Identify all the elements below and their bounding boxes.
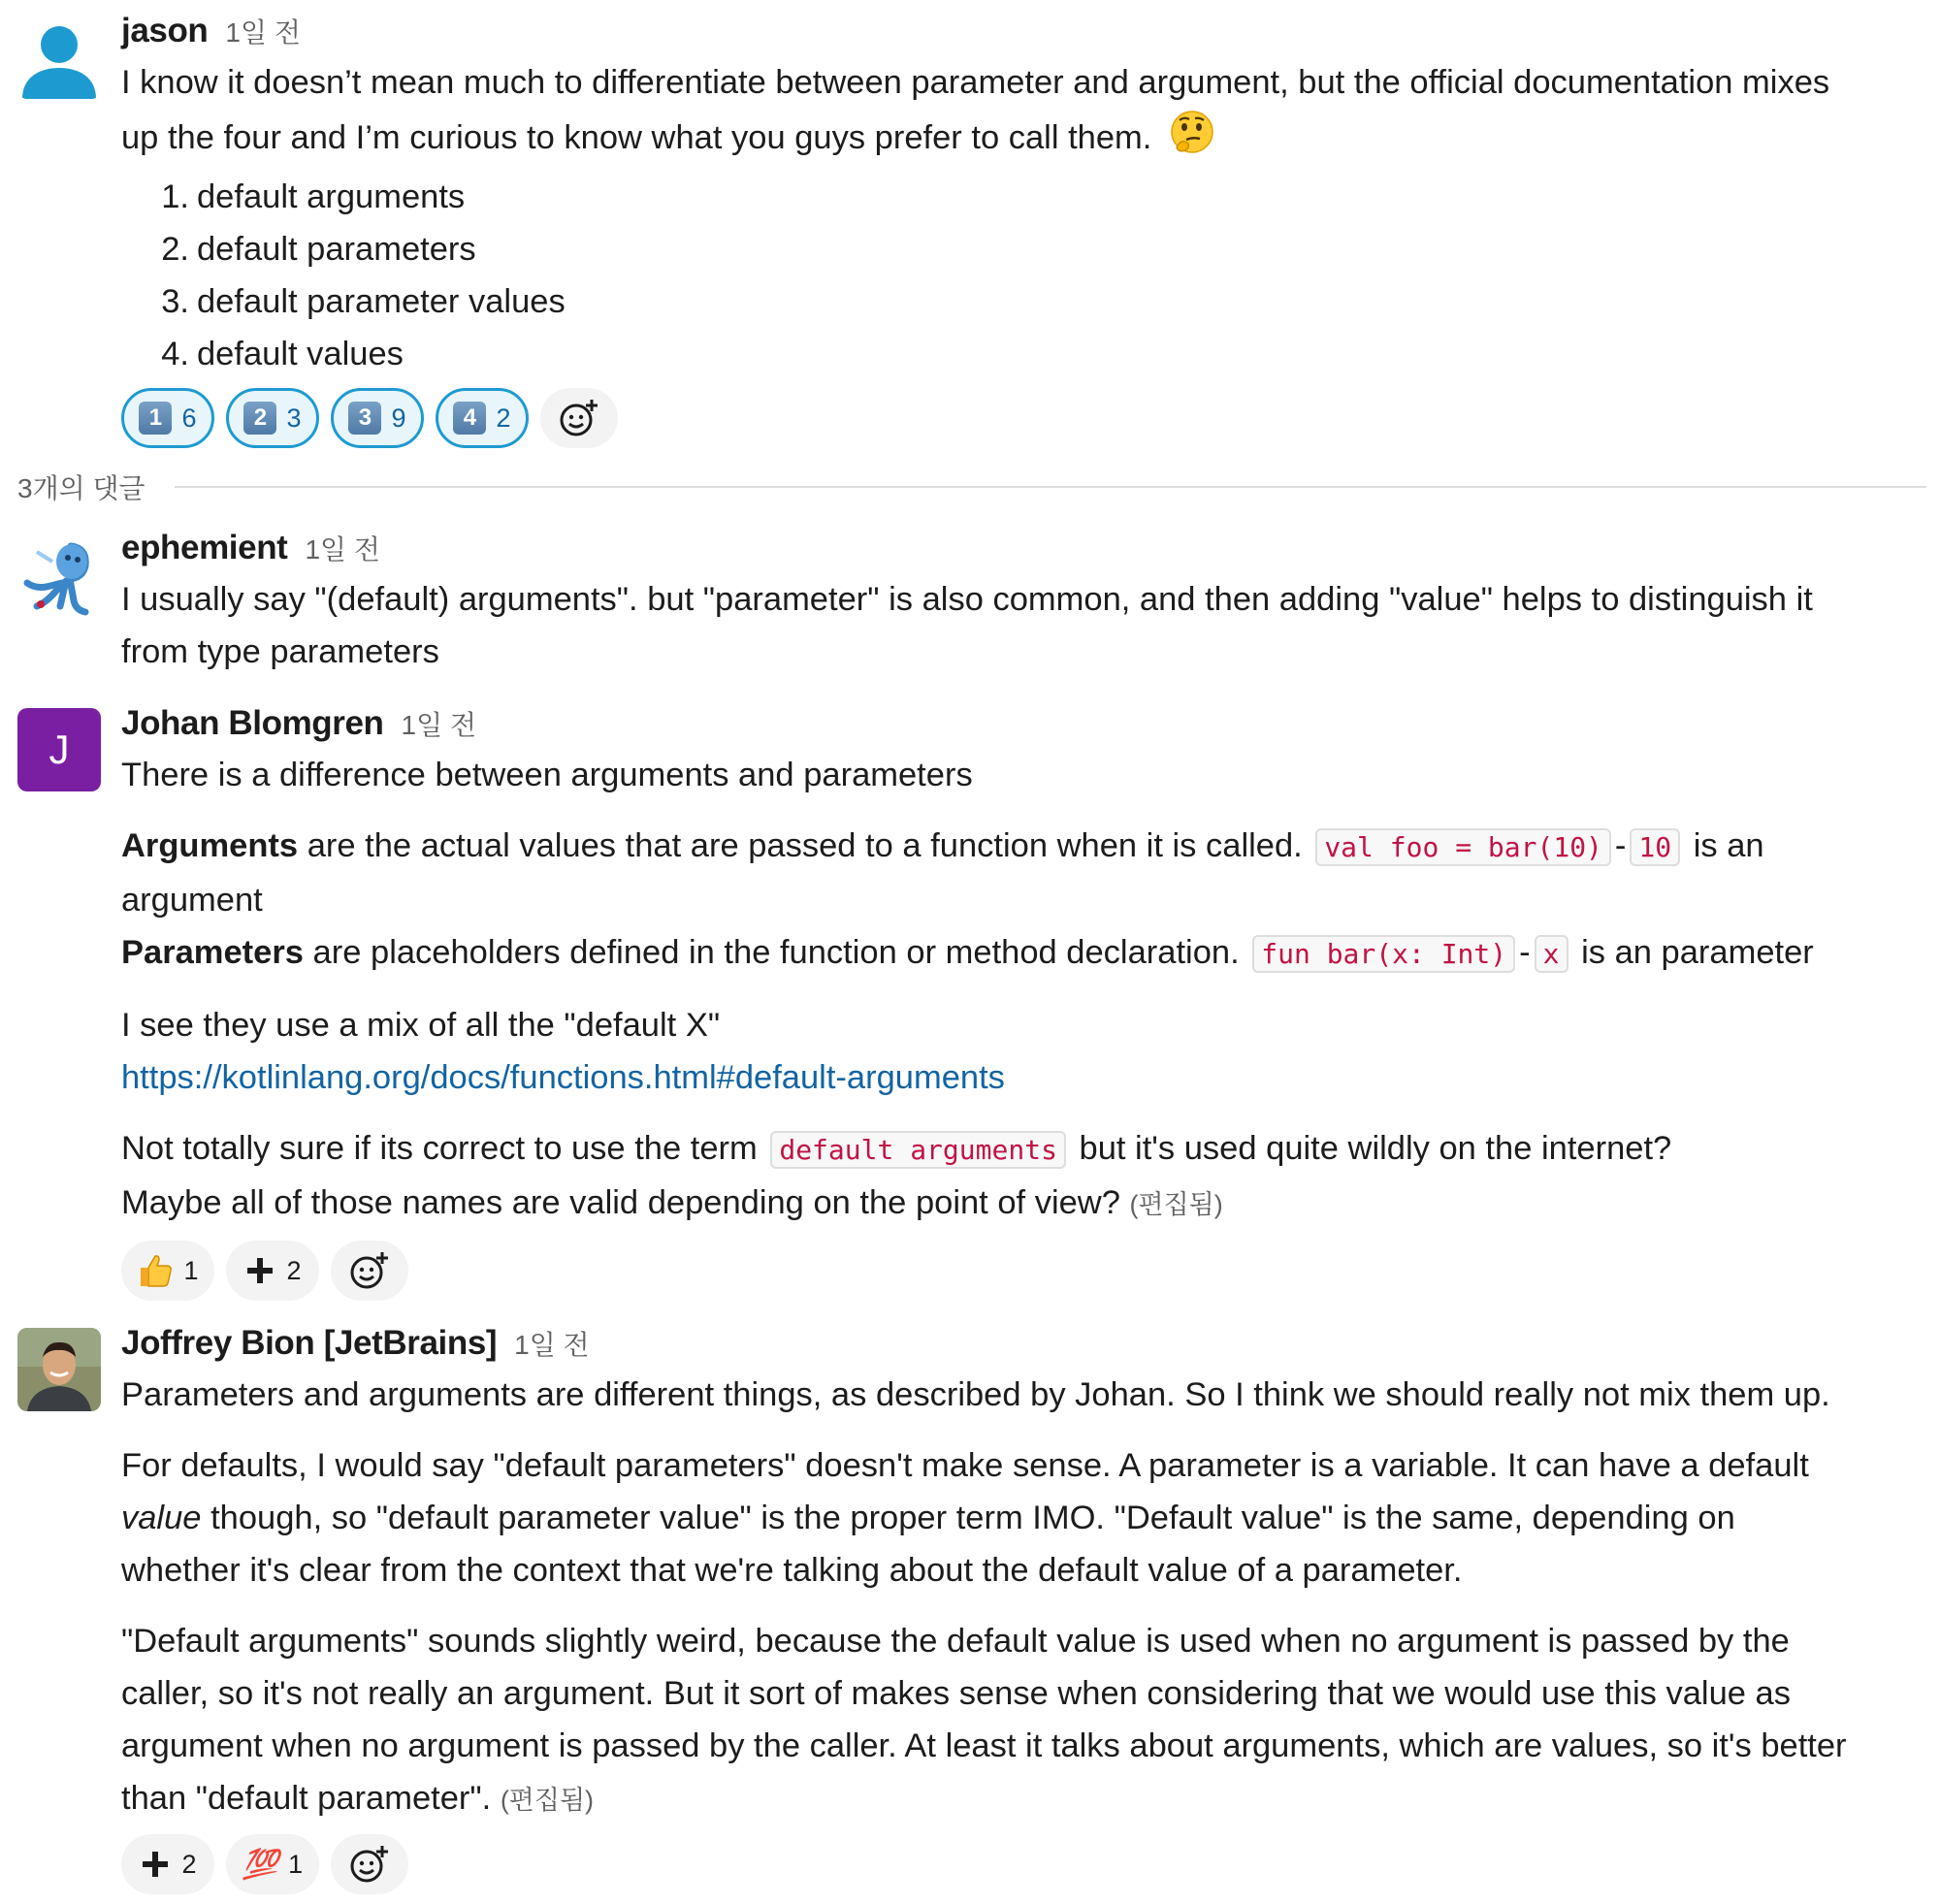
inline-code: 10 xyxy=(1630,828,1680,866)
inline-code: default arguments xyxy=(770,1131,1066,1169)
author-name[interactable]: Joffrey Bion [JetBrains] xyxy=(121,1324,498,1362)
keycap-one-icon: 1 xyxy=(139,402,172,435)
reaction-keycap-4[interactable] xyxy=(436,388,529,448)
edited-label: (편집됨) xyxy=(500,1786,595,1815)
add-reaction-button[interactable] xyxy=(331,1834,408,1894)
timestamp[interactable]: 1일 전 xyxy=(401,710,476,740)
message-text: than "default parameter". (편집됨) xyxy=(121,1780,595,1817)
message-text: Not totally sure if its correct to use the term default arguments but it's used quite wildly on the internet? xyxy=(121,1130,1672,1167)
message-text: argument when no argument is passed by the caller. At least it talks about arguments, which are values, so it's better xyxy=(121,1727,1847,1764)
reaction-count: 3 xyxy=(286,403,302,433)
avatar-letter: J xyxy=(48,726,70,772)
reaction-count: 1 xyxy=(183,1255,199,1285)
edited-label: (편집됨) xyxy=(1129,1190,1223,1219)
reaction-hundred-points[interactable] xyxy=(226,1834,319,1894)
message-text: argument xyxy=(121,882,263,919)
message-text: I know it doesn’t mean much to differentiate between parameter and argument, but the official documentation mixes xyxy=(121,64,1830,101)
reactions-bar xyxy=(121,1237,1932,1305)
list-item: 2. default parameters xyxy=(161,231,476,268)
list-item: 4. default values xyxy=(161,336,404,372)
add-emoji-icon xyxy=(348,1249,391,1292)
message-text: There is a difference between arguments and parameters xyxy=(121,757,973,793)
profile-photo-icon xyxy=(17,1328,101,1411)
heavy-plus-icon xyxy=(139,1848,172,1881)
reaction-count: 2 xyxy=(181,1849,197,1879)
reaction-thumbs-up[interactable] xyxy=(121,1241,214,1301)
add-reaction-button[interactable] xyxy=(331,1241,408,1301)
author-name[interactable]: jason xyxy=(121,12,209,49)
message-text: whether it's clear from the context that we're talking about the default value of a parameter. xyxy=(121,1552,1463,1589)
timestamp[interactable]: 1일 전 xyxy=(305,534,380,565)
thread-reply-count xyxy=(17,466,1926,508)
avatar-default-user[interactable] xyxy=(17,16,101,99)
reaction-heavy-plus[interactable] xyxy=(226,1241,319,1301)
message-text: up the four and I’m curious to know what you guys prefer to call them. xyxy=(121,119,1152,157)
thinking-face-icon xyxy=(1169,109,1215,171)
list-item: 3. default parameter values xyxy=(161,283,566,320)
message-text: caller, so it's not really an argument. But it sort of makes sense when considering that we would use this value as xyxy=(121,1675,1791,1712)
parameters-definition: Parameters are placeholders defined in the function or method declaration. fun bar(x: Int) - x is an parameter xyxy=(121,934,1814,971)
add-emoji-icon xyxy=(558,397,600,439)
divider xyxy=(175,486,1926,488)
keycap-two-icon: 2 xyxy=(243,402,276,435)
user-silhouette-icon xyxy=(17,16,101,99)
reaction-count: 2 xyxy=(286,1255,302,1285)
thumbs-up-icon xyxy=(137,1252,174,1289)
message-text: "Default arguments" sounds slightly weird, because the default value is used when no argument is passed by the xyxy=(121,1623,1790,1660)
message-text: I usually say "(default) arguments". but "parameter" is also common, and then adding "value" helps to distinguish it xyxy=(121,581,1813,618)
message-text: For defaults, I would say "default parameters" doesn't make sense. A parameter is a variable. It can have a default xyxy=(121,1447,1809,1484)
reaction-heavy-plus[interactable] xyxy=(121,1834,214,1894)
message-text: Parameters and arguments are different things, as described by Johan. So I think we should really not mix them up. xyxy=(121,1376,1830,1413)
hundred-points-icon: 💯 xyxy=(242,1848,279,1881)
reactions-bar xyxy=(121,384,1932,452)
avatar-joffrey[interactable] xyxy=(17,1328,101,1411)
keycap-three-icon: 3 xyxy=(348,402,381,435)
message-text: value though, so "default parameter value" is the proper term IMO. "Default value" is the same, depending on xyxy=(121,1500,1735,1536)
avatar-johan[interactable] xyxy=(17,708,101,791)
timestamp[interactable]: 1일 전 xyxy=(514,1330,590,1360)
ordered-list xyxy=(131,171,1932,380)
inline-code: val foo = bar(10) xyxy=(1315,828,1611,866)
arguments-definition: Arguments are the actual values that are passed to a function when it is called. val foo = bar(10) - 10 is an xyxy=(121,827,1764,864)
inline-code: x xyxy=(1535,935,1568,973)
add-reaction-button[interactable] xyxy=(540,388,618,448)
message-text: Maybe all of those names are valid depending on the point of view? (편집됨) xyxy=(121,1184,1223,1221)
inline-code: fun bar(x: Int) xyxy=(1252,935,1515,973)
reply-count-label: 3개의 댓글 xyxy=(17,473,146,503)
reaction-count: 2 xyxy=(496,403,511,433)
message-text: from type parameters xyxy=(121,633,439,670)
reaction-keycap-2[interactable] xyxy=(226,388,319,448)
timestamp[interactable]: 1일 전 xyxy=(225,17,301,48)
reactions-bar xyxy=(121,1830,1932,1898)
docs-link[interactable]: https://kotlinlang.org/docs/functions.html#default-arguments xyxy=(121,1059,1005,1096)
author-name[interactable]: Johan Blomgren xyxy=(121,704,384,742)
add-emoji-icon xyxy=(348,1843,391,1886)
reaction-keycap-3[interactable] xyxy=(331,388,424,448)
message-text: I see they use a mix of all the "default X" xyxy=(121,1007,721,1044)
reaction-count: 6 xyxy=(181,403,197,433)
author-name[interactable]: ephemient xyxy=(121,529,288,566)
reaction-count: 9 xyxy=(391,403,406,433)
octopus-avatar-icon xyxy=(17,532,101,616)
keycap-four-icon: 4 xyxy=(453,402,486,435)
heavy-plus-icon xyxy=(243,1254,276,1287)
reaction-count: 1 xyxy=(288,1849,304,1879)
reaction-keycap-1[interactable] xyxy=(121,388,214,448)
avatar-ephemient[interactable] xyxy=(17,532,101,616)
list-item: 1. default arguments xyxy=(161,178,466,215)
